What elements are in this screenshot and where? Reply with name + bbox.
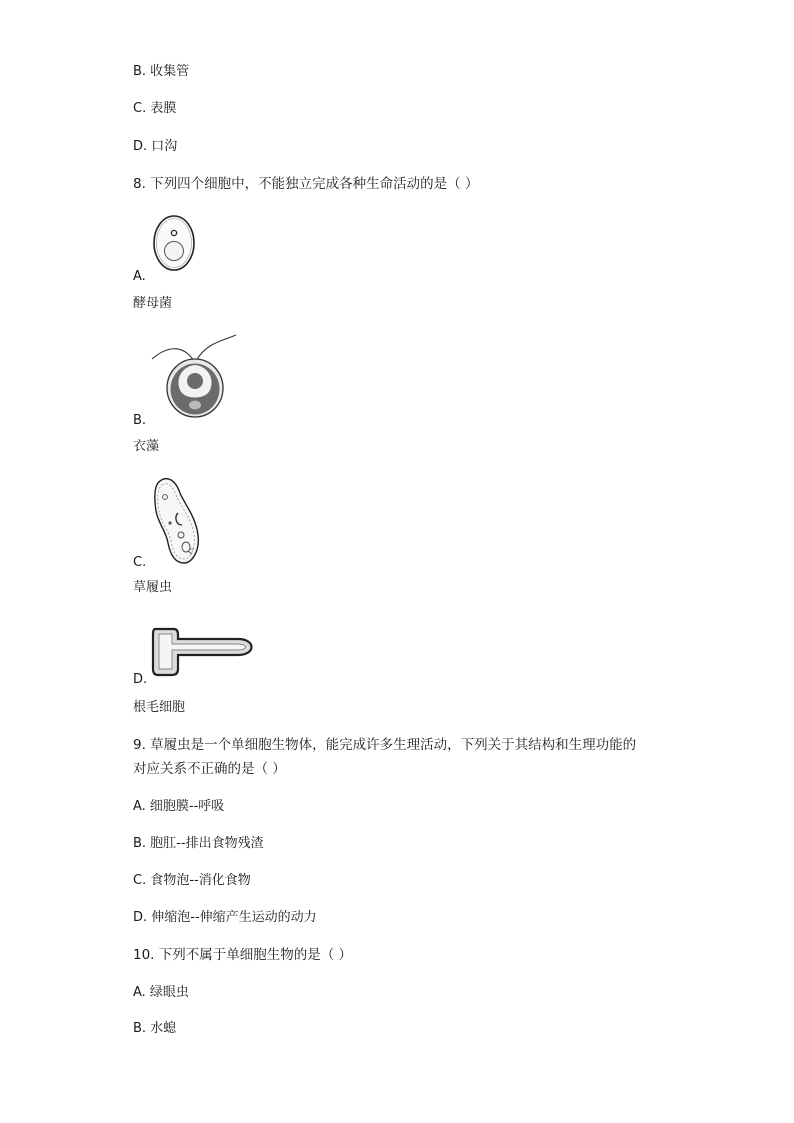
q8-option-c-caption: 草履虫 xyxy=(133,580,173,595)
q8-option-b-caption: 衣藻 xyxy=(133,439,160,454)
yeast-cell-icon xyxy=(150,213,198,273)
q10-option-a: A. 绿眼虫 xyxy=(133,985,189,1000)
chlamydomonas-icon xyxy=(148,333,240,421)
q9-option-b: B. 胞肛--排出食物残渣 xyxy=(133,836,264,851)
q7-option-b: B. 收集管 xyxy=(133,64,190,79)
q7-option-d: D. 口沟 xyxy=(133,139,178,154)
q8-option-c-letter: C. xyxy=(133,555,147,570)
q9-option-d: D. 伸缩泡--伸缩产生运动的动力 xyxy=(133,910,317,925)
q8-option-d-letter: D. xyxy=(133,672,148,687)
q8-option-b-letter: B. xyxy=(133,413,147,428)
q8-stem: 8. 下列四个细胞中，不能独立完成各种生命活动的是（ ） xyxy=(133,176,479,192)
q8-option-d-caption: 根毛细胞 xyxy=(133,700,186,715)
q10-option-b: B. 水螅 xyxy=(133,1021,177,1036)
q9-option-c: C. 食物泡--消化食物 xyxy=(133,873,251,888)
q8-option-a-caption: 酵母菌 xyxy=(133,296,173,311)
root-hair-cell-icon xyxy=(150,623,258,679)
paramecium-icon xyxy=(148,475,206,567)
q8-option-a-letter: A. xyxy=(133,269,146,284)
q9-option-a: A. 细胞膜--呼吸 xyxy=(133,799,225,814)
q7-option-c: C. 表膜 xyxy=(133,101,177,116)
q10-stem: 10. 下列不属于单细胞生物的是（ ） xyxy=(133,947,353,963)
q9-stem-line2: 对应关系不正确的是（ ） xyxy=(133,761,286,777)
q9-stem-line1: 9. 草履虫是一个单细胞生物体，能完成许多生理活动，下列关于其结构和生理功能的 xyxy=(133,737,637,753)
